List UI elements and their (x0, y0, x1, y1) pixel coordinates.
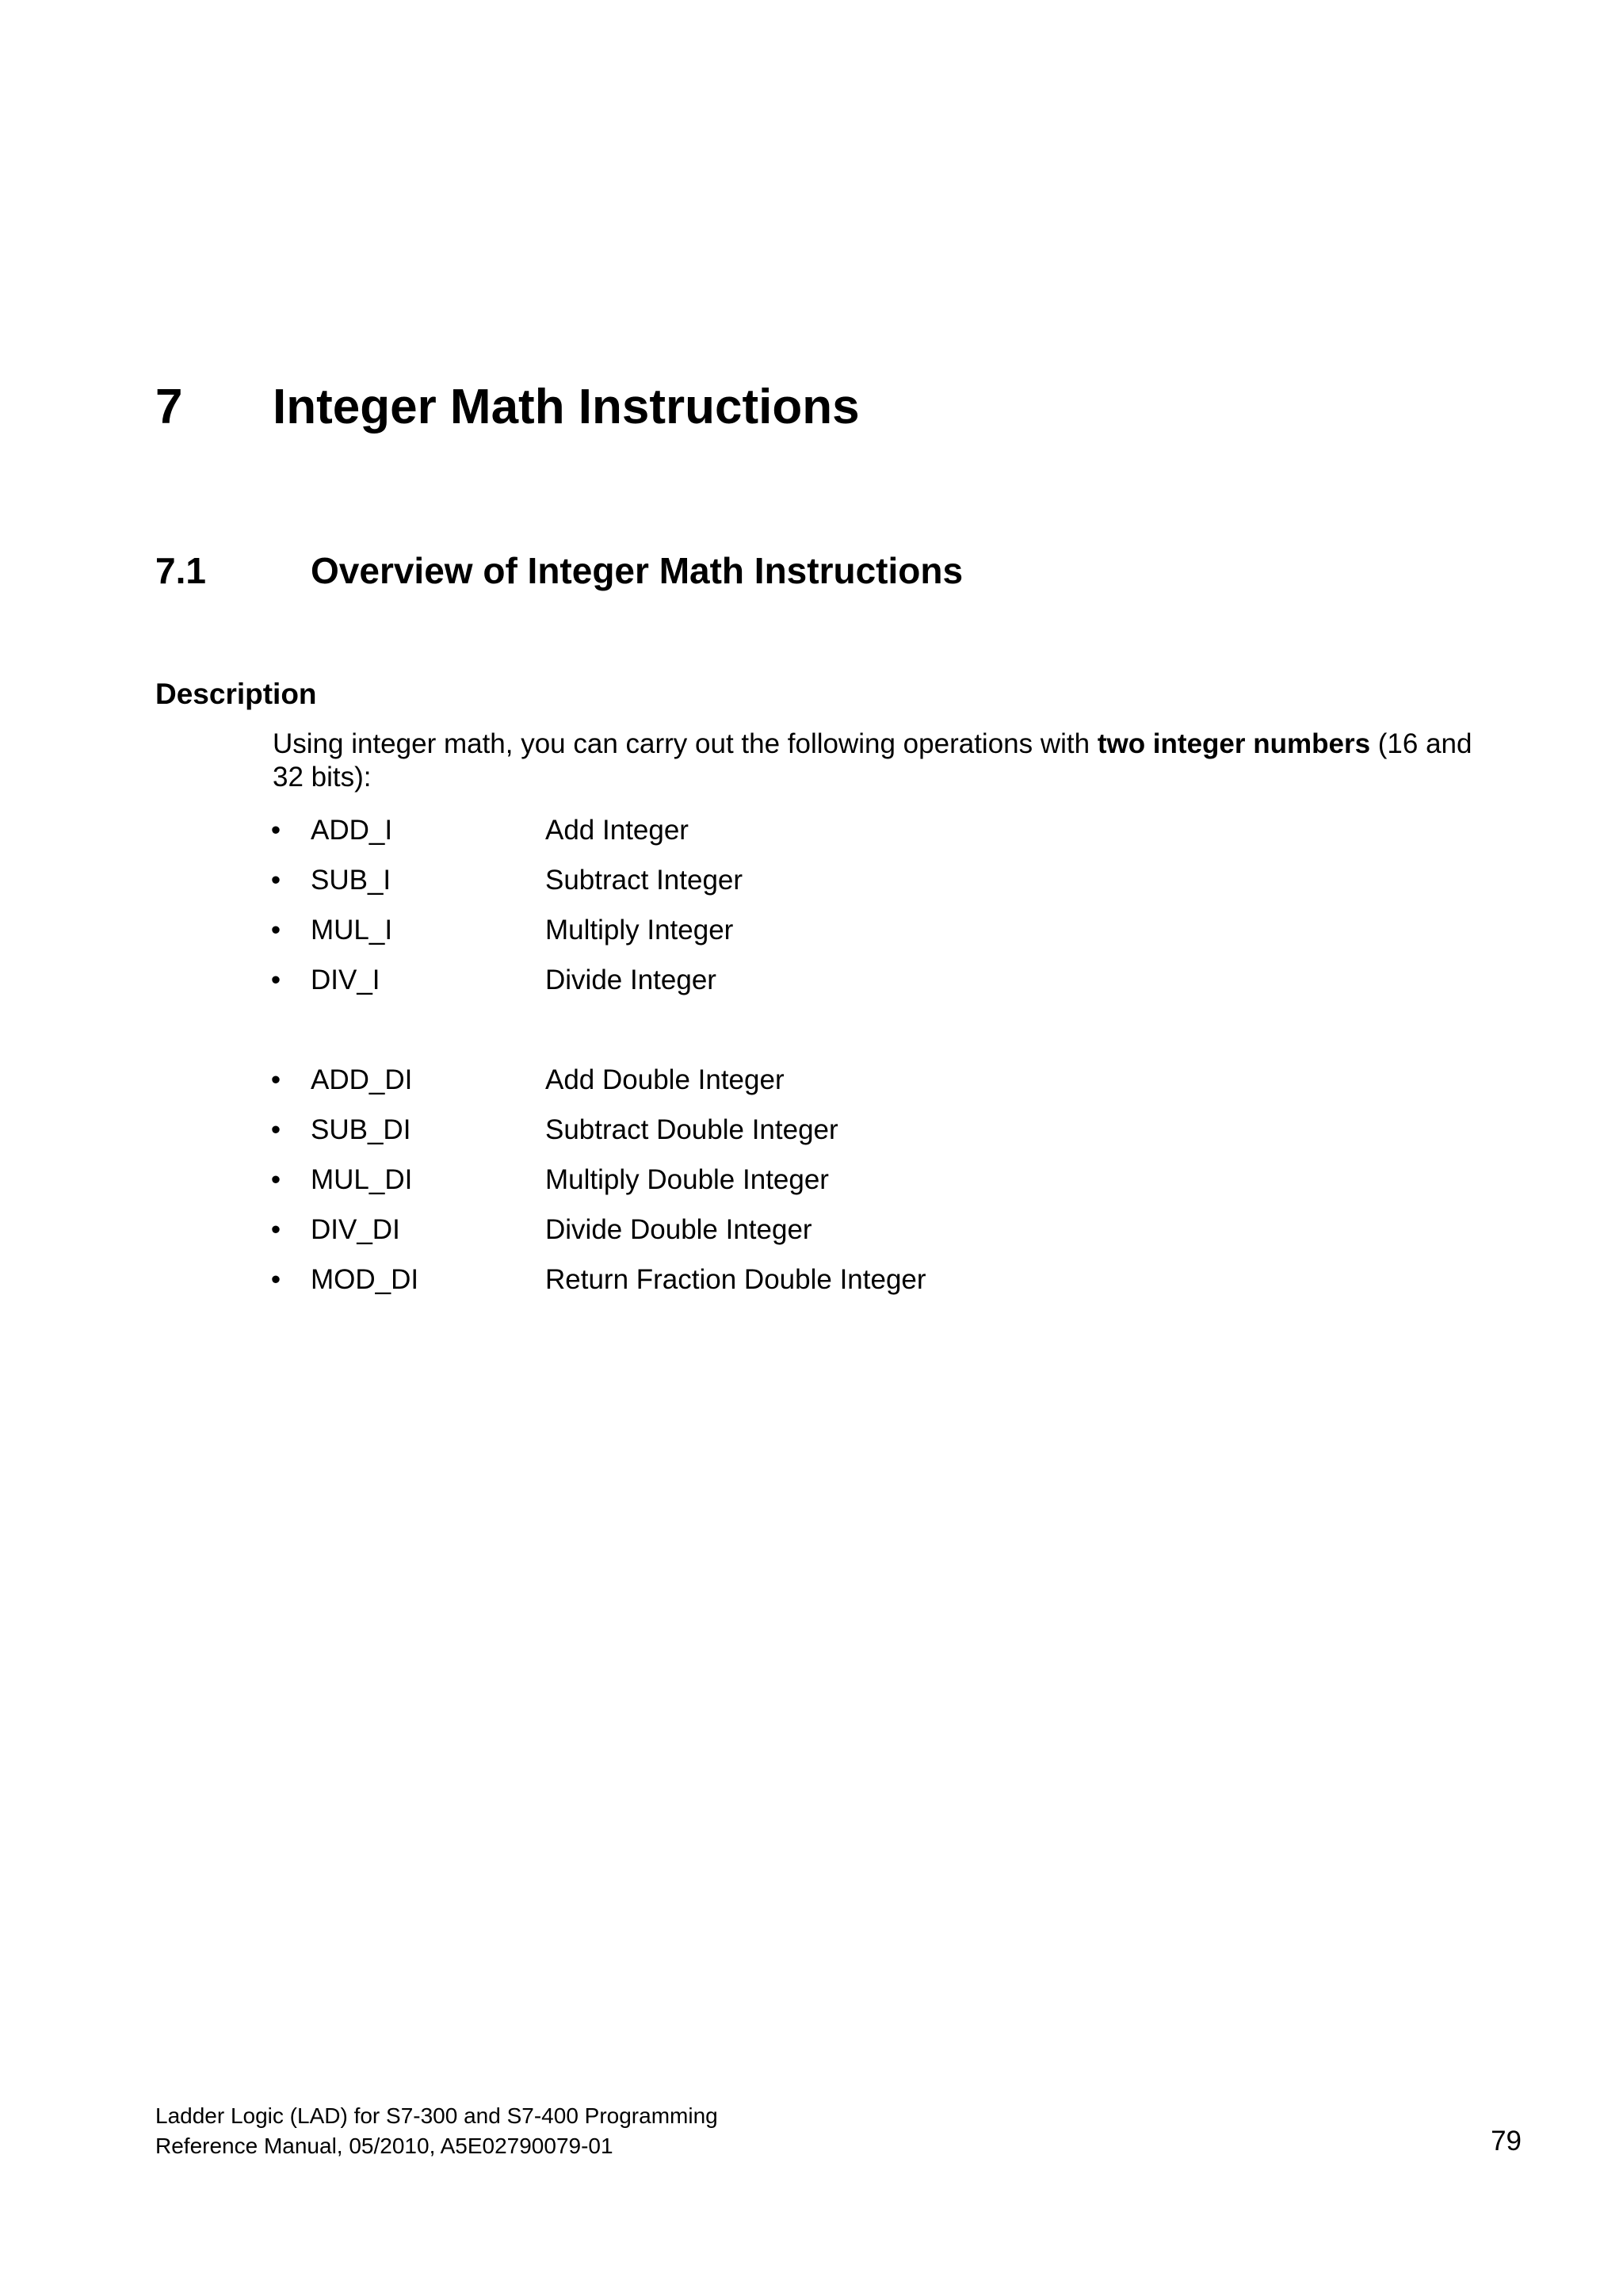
page-number: 79 (1491, 2126, 1522, 2157)
operation-description: Divide Integer (545, 965, 716, 995)
intro-bold-text: two integer numbers (1097, 728, 1371, 759)
bullet-icon: • (270, 865, 281, 896)
operation-description: Multiply Double Integer (545, 1164, 829, 1195)
footer-manual-title: Ladder Logic (LAD) for S7-300 and S7-400 Programming (155, 2103, 718, 2128)
operation-description: Return Fraction Double Integer (545, 1264, 926, 1295)
operation-code: DIV_DI (311, 1214, 400, 1245)
operation-code: ADD_DI (311, 1064, 413, 1095)
operation-code: MOD_DI (311, 1264, 419, 1295)
bullet-icon: • (270, 1164, 281, 1195)
bullet-icon: • (270, 1114, 281, 1145)
operation-description: Subtract Integer (545, 865, 743, 896)
operation-code: ADD_I (311, 815, 393, 846)
footer-manual-info: Reference Manual, 05/2010, A5E02790079-01 (155, 2134, 613, 2158)
intro-text: Using integer math, you can carry out the following operations with (273, 728, 1098, 759)
intro-text-end: (16 and 32 bits): (273, 728, 1472, 793)
bullet-icon: • (270, 1214, 281, 1245)
bullet-icon: • (270, 1264, 281, 1295)
bullet-icon: • (270, 1064, 281, 1095)
operation-code: DIV_I (311, 965, 380, 995)
chapter-title: Integer Math Instructions (273, 380, 860, 434)
section-title: Overview of Integer Math Instructions (311, 550, 964, 591)
bullet-icon: • (270, 815, 281, 846)
operation-description: Add Integer (545, 815, 689, 846)
description-intro (273, 728, 1477, 794)
operation-description: Multiply Integer (545, 915, 734, 946)
bullet-icon: • (270, 915, 281, 946)
operation-description: Subtract Double Integer (545, 1114, 838, 1145)
operation-code: SUB_I (311, 865, 391, 896)
operation-description: Divide Double Integer (545, 1214, 812, 1245)
operation-code: MUL_DI (311, 1164, 413, 1195)
operation-code: MUL_I (311, 915, 393, 946)
operation-description: Add Double Integer (545, 1064, 785, 1095)
bullet-icon: • (270, 965, 281, 995)
description-heading: Description (155, 678, 317, 710)
chapter-number: 7 (155, 380, 183, 434)
operation-code: SUB_DI (311, 1114, 411, 1145)
section-number: 7.1 (155, 550, 206, 591)
